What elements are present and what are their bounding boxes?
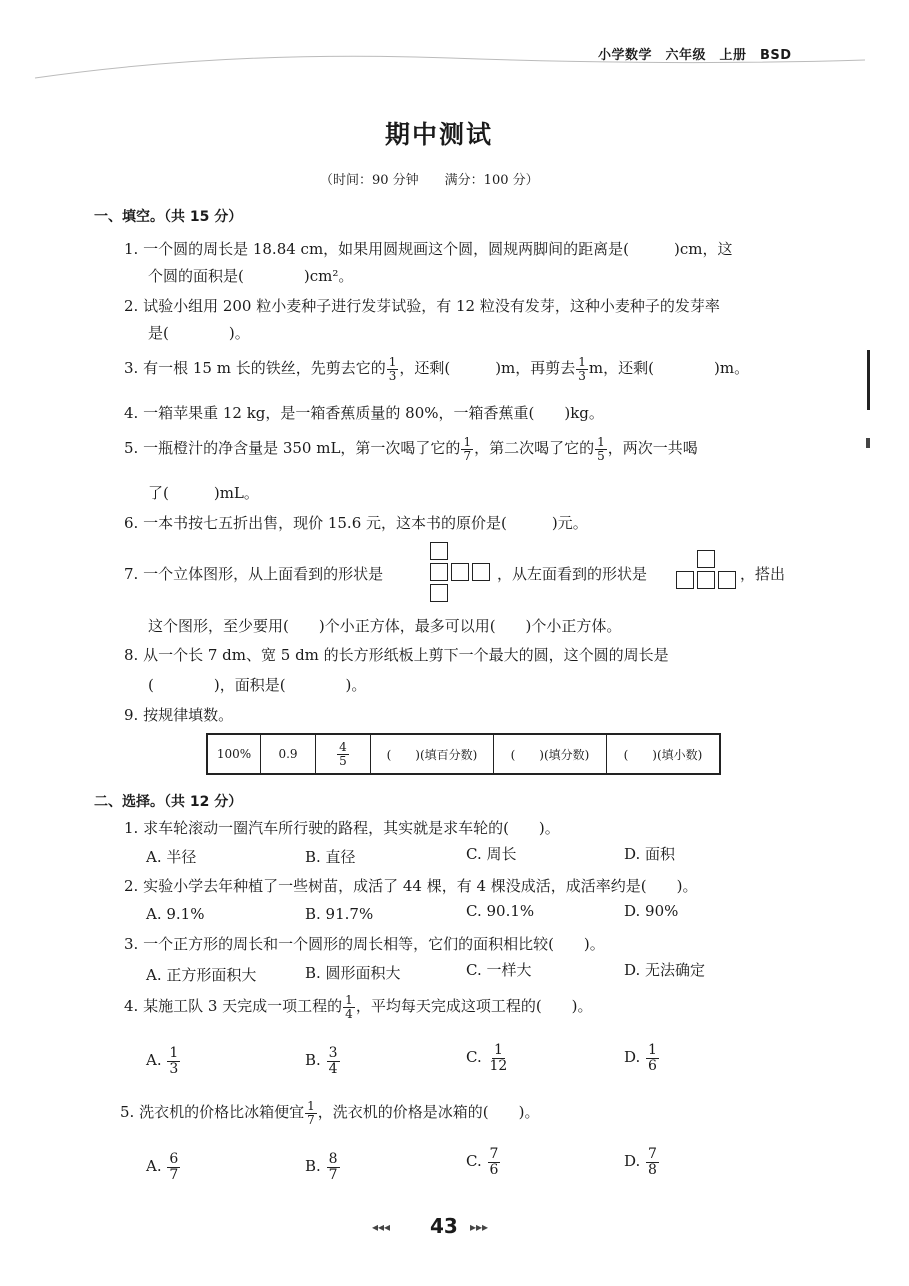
option: B. 直径 [305, 848, 356, 866]
seq-cell: 100% [207, 734, 261, 774]
s1-q2-line1: 2. 试验小组用 200 粒小麦种子进行发芽试验，有 12 粒没有发芽，这种小麦种子的发芽率 [124, 297, 720, 315]
s1-q1-line1: 1. 一个圆的周长是 18.84 cm，如果用圆规画这个圆，圆规两脚间的距离是( )cm，这 [124, 240, 733, 258]
s1-q8-line1: 8. 从一个长 7 dm、宽 5 dm 的长方形纸板上剪下一个最大的圆，这个圆的周长是 [124, 646, 669, 664]
option: A. $\frac{6}{7}$ [146, 1151, 179, 1183]
page-number: 43 [430, 1214, 458, 1238]
option: C. 一样大 [466, 961, 532, 979]
binding-mark [866, 438, 870, 448]
fraction: $\frac{1}{7}$ [307, 1099, 315, 1127]
seq-cell-blank[interactable]: ( )(填分数) [494, 734, 607, 774]
fraction: $\frac{1}{3}$ [388, 355, 397, 383]
next-arrows-icon: ▸▸▸ [470, 1220, 489, 1234]
section2-heading: 二、选择。（共 12 分） [94, 794, 243, 810]
s1-q8-line2: ( )，面积是( )。 [148, 676, 367, 694]
s2-q2: 2. 实验小学去年种植了一些树苗，成活了 44 棵，有 4 棵没成活，成活率约是( )。 [124, 877, 698, 895]
s1-q6: 6. 一本书按七五折出售，现价 15.6 元，这本书的原价是( )元。 [124, 514, 588, 532]
option: B. 91.7% [305, 905, 374, 923]
seq-cell-fraction: $\frac{4}{5}$ [316, 734, 371, 774]
fraction: $\frac{1}{4}$ [345, 993, 353, 1021]
section1-heading: 一、填空。（共 15 分） [94, 209, 243, 225]
s1-q1-line2: 个圆的面积是( )cm²。 [148, 267, 354, 285]
fraction: $\frac{1}{7}$ [463, 435, 472, 463]
header-book-info: 小学数学 六年级 上册 BSD [598, 48, 792, 63]
s1-q7-c: ，搭出 [740, 565, 786, 583]
s2-q5: 5. 洗衣机的价格比冰箱便宜 $\frac{1}{7}$ ，洗衣机的价格是冰箱的( )。 [120, 1099, 540, 1127]
fraction: $\frac{1}{3}$ [578, 355, 586, 383]
option: B. $\frac{8}{7}$ [305, 1151, 338, 1183]
seq-cell-blank[interactable]: ( )(填百分数) [371, 734, 494, 774]
option: D. 面积 [624, 845, 676, 863]
option: B. 圆形面积大 [305, 964, 401, 982]
option: C. 周长 [466, 845, 517, 863]
s1-q5-line2: 了( )mL。 [148, 484, 259, 502]
s1-q9: 9. 按规律填数。 [124, 706, 234, 724]
option: D. $\frac{1}{6}$ [624, 1042, 657, 1074]
option: C. $\frac{7}{6}$ [466, 1146, 499, 1178]
option: A. $\frac{1}{3}$ [146, 1045, 179, 1077]
s1-q7-line2: 这个图形，至少要用( )个小正方体，最多可以用( )个小正方体。 [148, 617, 622, 635]
option: C. $\frac{1}{12}$ [466, 1042, 508, 1074]
binding-mark [867, 350, 870, 410]
s2-q4: 4. 某施工队 3 天完成一项工程的 $\frac{1}{4}$ ，平均每天完成这项工程的( )。 [124, 993, 593, 1021]
s1-q7-a: 7. 一个立体图形，从上面看到的形状是 [124, 565, 384, 583]
sequence-table [206, 733, 721, 775]
s2-q1: 1. 求车轮滚动一圈汽车所行驶的路程，其实就是求车轮的( )。 [124, 819, 560, 837]
fraction: $\frac{1}{5}$ [597, 435, 605, 463]
option: A. 正方形面积大 [146, 966, 257, 984]
s2-q3: 3. 一个正方形的周长和一个圆形的周长相等，它们的面积相比较( )。 [124, 935, 605, 953]
exam-subtitle: （时间：90 分钟 满分：100 分） [320, 173, 539, 188]
seq-cell-blank[interactable]: ( )(填小数) [607, 734, 721, 774]
option: A. 9.1% [146, 905, 205, 923]
left-view-figure [676, 550, 740, 594]
top-view-figure [430, 542, 494, 606]
option: D. 90% [624, 902, 679, 920]
s1-q3: 3. 有一根 15 m 长的铁丝，先剪去它的 $\frac{1}{3}$ ，还剩( )m，再剪去 $\frac{1}{3}$ m，还剩( )m。 [124, 355, 750, 383]
s1-q4: 4. 一箱苹果重 12 kg，是一箱香蕉质量的 80%，一箱香蕉重( )kg。 [124, 404, 604, 422]
option: B. $\frac{3}{4}$ [305, 1045, 338, 1077]
s1-q2-line2: 是( )。 [148, 324, 250, 342]
prev-arrows-icon: ◂◂◂ [372, 1220, 391, 1234]
s1-q5: 5. 一瓶橙汁的净含量是 350 mL，第一次喝了它的 $\frac{1}{7}$ ，第二次喝了它的 $\frac{1}{5}$ ，两次一共喝 [124, 435, 698, 463]
s1-q7-b: ，从左面看到的形状是 [497, 565, 648, 583]
option: D. $\frac{7}{8}$ [624, 1146, 657, 1178]
option: C. 90.1% [466, 902, 535, 920]
option: D. 无法确定 [624, 961, 706, 979]
seq-cell: 0.9 [261, 734, 316, 774]
option: A. 半径 [146, 848, 197, 866]
page-title: 期中测试 [385, 120, 494, 149]
